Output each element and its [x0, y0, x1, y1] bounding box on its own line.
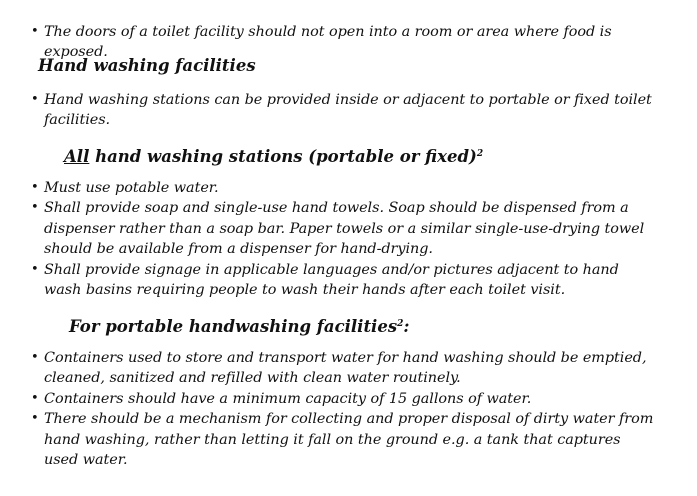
all-stations-list [0, 178, 697, 300]
portable-section [0, 348, 697, 470]
section-heading-portable: For portable handwashing facilities$^2$: [69, 317, 410, 336]
bullet-icon: • [31, 350, 39, 365]
list-item: • Hand washing stations can be provided inside or adjacent to portable or fixed toilet facilities. [31, 92, 652, 129]
bullet-icon: • [31, 24, 39, 39]
portable-list [0, 348, 697, 470]
bullet-icon: • [31, 411, 39, 427]
bullet-icon: • [31, 261, 39, 277]
bullet-icon: • [31, 92, 39, 107]
all-stations-section [0, 178, 697, 300]
hand-washing-list [0, 90, 697, 131]
bullet-icon: • [31, 200, 39, 216]
list-item: • Containers used to store and transport water for hand washing should be emptied, cleaned, sanitized and refilled with clean water routinely. [31, 350, 647, 387]
list-item: • Must use potable water. [0, 178, 697, 198]
list-item: • Shall provide signage in applicable languages and/or pictures adjacent to hand wash basins requiring people to wash their hands after each toilet visit. [31, 261, 619, 299]
list-item: • Shall provide soap and single-use hand towels. Soap should be dispensed from a dispenser rather than a soap bar. Paper towels or a similar single-use-drying towel should be available from a dispenser for hand-drying. [31, 200, 645, 258]
section-heading-hand-washing: Hand washing facilities [38, 56, 256, 75]
bullet-icon: • [31, 390, 39, 406]
bullet-icon: • [31, 180, 39, 195]
section-heading-all-stations: All hand washing stations (portable or fixed)$^2$ [64, 147, 484, 166]
list-item: • Containers should have a minimum capacity of 15 gallons of water. [0, 389, 697, 409]
list-item: • There should be a mechanism for collecting and proper disposal of dirty water from hand washing, rather than letting it fall on the ground e.g. a tank that captures used water. [31, 411, 654, 469]
list-item: • The doors of a toilet facility should not open into a room or area where food is exposed. [31, 24, 612, 61]
hand-washing-section [0, 90, 697, 131]
